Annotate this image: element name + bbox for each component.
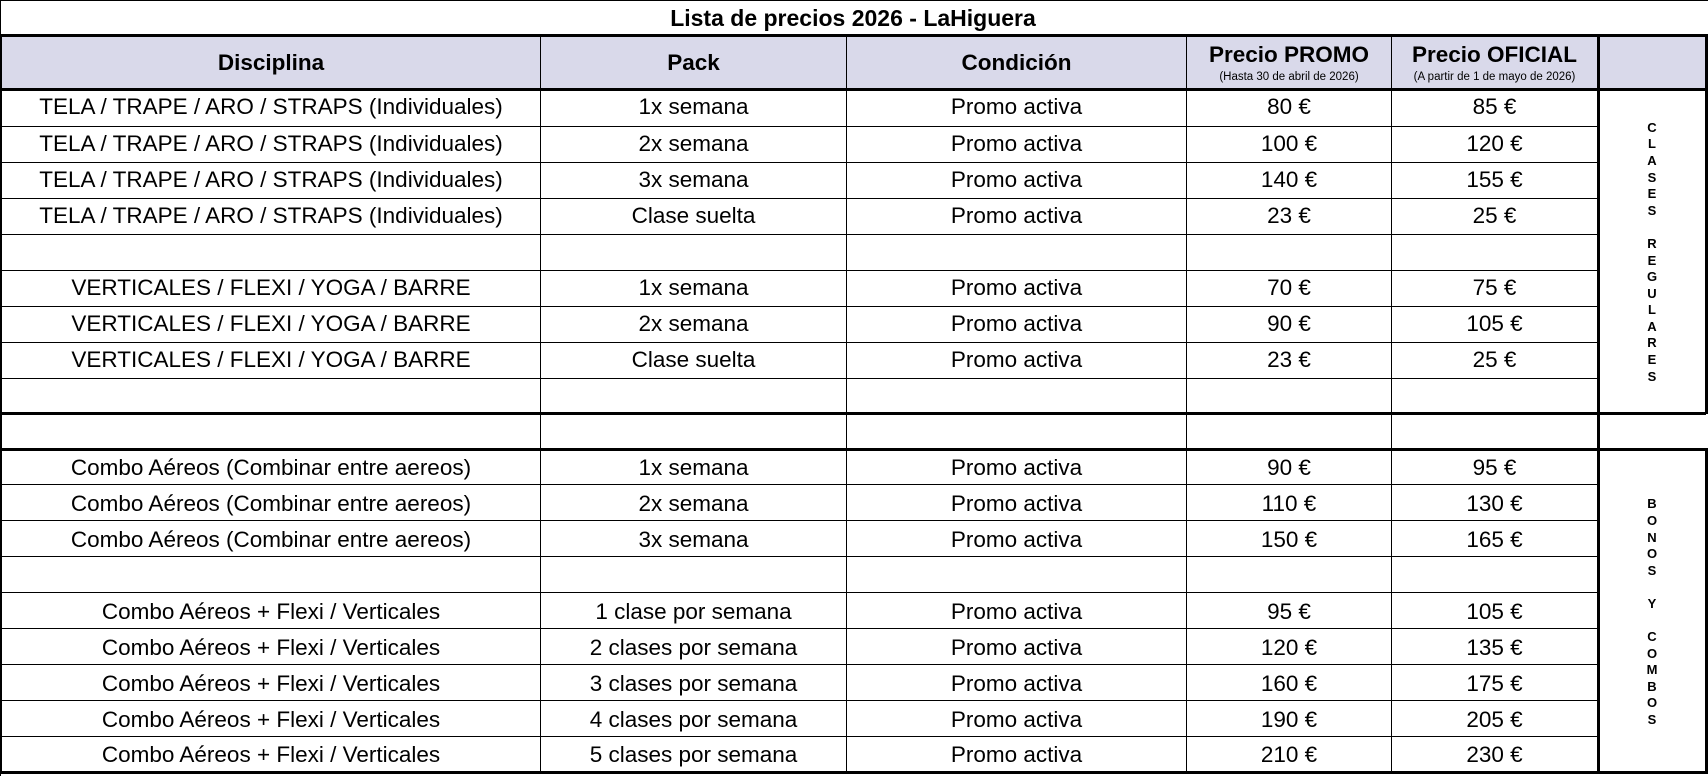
cell-pack <box>541 414 846 450</box>
cell-pack: 3x semana <box>638 167 749 192</box>
grid-line <box>1186 34 1187 774</box>
cell-pack: 2x semana <box>638 311 749 336</box>
grid-line <box>2 628 1598 629</box>
header-pack <box>541 36 846 89</box>
side-letter: C <box>1647 629 1657 645</box>
side-letter: B <box>1647 496 1657 512</box>
grid-line <box>2 306 1598 307</box>
grid-line <box>2 88 1706 91</box>
header-disciplina <box>2 36 540 89</box>
cell-condicion: Promo activa <box>950 635 1083 660</box>
cell-oficial: 165 € <box>1466 527 1523 552</box>
grid-line <box>2 592 1598 593</box>
cell-promo: 23 € <box>1267 203 1311 228</box>
side-letter: B <box>1647 678 1657 694</box>
cell-condicion: Promo activa <box>950 455 1083 480</box>
cell-disciplina <box>2 378 540 414</box>
cell-disciplina: VERTICALES / FLEXI / YOGA / BARRE <box>71 311 471 336</box>
cell-oficial: 230 € <box>1466 741 1523 767</box>
grid-line <box>1 34 2 774</box>
cell-promo: 210 € <box>1260 741 1318 767</box>
cell-promo: 110 € <box>1261 491 1317 516</box>
header-precio-oficial <box>1392 36 1597 89</box>
cell-condicion: Promo activa <box>950 311 1083 336</box>
header-condicion <box>847 36 1186 89</box>
side-letter: S <box>1647 712 1657 728</box>
cell-oficial <box>1392 234 1597 270</box>
grid-line <box>2 771 1706 774</box>
grid-line <box>0 0 1708 1</box>
cell-oficial: 130 € <box>1466 491 1523 516</box>
side-letter: S <box>1647 169 1657 185</box>
cell-oficial: 175 € <box>1466 671 1523 696</box>
header-precio-promo <box>1187 36 1391 89</box>
cell-condicion: Promo activa <box>950 599 1083 624</box>
cell-promo: 70 € <box>1267 275 1311 300</box>
side-letter: A <box>1647 152 1657 168</box>
grid-line <box>2 342 1598 343</box>
grid-line <box>846 34 847 774</box>
side-letter: O <box>1646 695 1658 711</box>
header-precio-promo-label: Precio PROMO <box>1208 41 1370 67</box>
cell-condicion: Promo activa <box>950 491 1083 516</box>
cell-condicion: Promo activa <box>950 741 1083 767</box>
cell-condicion: Promo activa <box>950 671 1083 696</box>
side-letter: O <box>1646 546 1658 562</box>
cell-disciplina: Combo Aéreos + Flexi / Verticales <box>101 707 441 732</box>
grid-line <box>2 664 1598 665</box>
cell-pack: 5 clases por semana <box>589 741 798 767</box>
side-letter: E <box>1647 352 1657 368</box>
grid-line <box>2 448 1706 451</box>
cell-oficial: 85 € <box>1472 94 1517 119</box>
side-letter: E <box>1647 252 1657 268</box>
cell-pack: 2x semana <box>638 131 749 156</box>
grid-line <box>2 34 1706 37</box>
side-letter: Y <box>1647 595 1657 611</box>
grid-line <box>2 126 1598 127</box>
header-precio-oficial-sub: (A partir de 1 de mayo de 2026) <box>1413 70 1576 83</box>
side-letter: S <box>1647 202 1657 218</box>
cell-condicion <box>847 378 1186 414</box>
grid-line <box>2 234 1598 235</box>
cell-disciplina: TELA / TRAPE / ARO / STRAPS (Individuales) <box>39 167 503 192</box>
side-label-bonos-y-combos <box>1599 451 1705 772</box>
cell-condicion <box>847 234 1186 270</box>
cell-pack: 1x semana <box>638 275 749 300</box>
cell-promo: 140 € <box>1260 167 1318 192</box>
cell-oficial: 205 € <box>1466 707 1523 732</box>
cell-oficial: 95 € <box>1472 455 1517 480</box>
side-letter: L <box>1648 136 1656 152</box>
cell-pack: 2 clases por semana <box>589 635 798 660</box>
header-precio-promo-sub: (Hasta 30 de abril de 2026) <box>1219 70 1359 83</box>
side-letter: S <box>1647 562 1657 578</box>
cell-oficial <box>1392 558 1597 594</box>
cell-oficial: 155 € <box>1466 167 1523 192</box>
cell-disciplina: VERTICALES / FLEXI / YOGA / BARRE <box>71 347 471 372</box>
cell-oficial: 105 € <box>1466 599 1523 624</box>
cell-condicion <box>847 558 1186 594</box>
grid-line <box>2 520 1598 521</box>
cell-pack: 3x semana <box>638 527 749 552</box>
cell-promo: 100 € <box>1260 131 1318 156</box>
grid-line <box>2 556 1598 557</box>
cell-condicion: Promo activa <box>950 707 1083 732</box>
cell-promo <box>1187 414 1391 450</box>
cell-oficial: 25 € <box>1472 347 1517 372</box>
cell-promo: 160 € <box>1260 671 1318 696</box>
cell-disciplina: Combo Aéreos + Flexi / Verticales <box>101 599 441 624</box>
cell-disciplina: Combo Aéreos + Flexi / Verticales <box>101 671 441 696</box>
cell-promo <box>1187 378 1391 414</box>
cell-pack <box>541 378 846 414</box>
cell-condicion: Promo activa <box>950 94 1083 119</box>
cell-condicion <box>847 414 1186 450</box>
header-pack-label: Pack <box>667 49 720 75</box>
cell-promo: 23 € <box>1267 347 1311 372</box>
cell-condicion: Promo activa <box>950 203 1083 228</box>
grid-line <box>2 484 1598 485</box>
cell-promo: 120 € <box>1260 635 1318 660</box>
grid-line <box>2 162 1598 163</box>
cell-oficial: 75 € <box>1472 275 1517 300</box>
cell-condicion: Promo activa <box>950 275 1083 300</box>
cell-disciplina: Combo Aéreos (Combinar entre aereos) <box>70 527 472 552</box>
side-letter: L <box>1648 302 1656 318</box>
cell-condicion: Promo activa <box>950 167 1083 192</box>
cell-oficial <box>1392 378 1597 414</box>
cell-pack: 2x semana <box>638 491 749 516</box>
cell-oficial: 25 € <box>1472 203 1517 228</box>
cell-disciplina: Combo Aéreos + Flexi / Verticales <box>101 741 441 767</box>
grid-line <box>2 198 1598 199</box>
cell-promo <box>1187 234 1391 270</box>
side-letter: U <box>1647 285 1657 301</box>
side-letter: R <box>1647 335 1657 351</box>
cell-condicion: Promo activa <box>950 131 1083 156</box>
side-letter: R <box>1647 235 1657 251</box>
cell-promo <box>1187 558 1391 594</box>
cell-condicion: Promo activa <box>950 347 1083 372</box>
grid-line <box>2 736 1598 737</box>
header-precio-oficial-label: Precio OFICIAL <box>1411 41 1578 67</box>
side-letter: E <box>1647 186 1657 202</box>
cell-promo: 90 € <box>1267 455 1311 480</box>
grid-line <box>1391 34 1392 774</box>
side-label-clases-regulares <box>1599 92 1705 411</box>
side-letter: S <box>1647 368 1657 384</box>
cell-condicion: Promo activa <box>950 527 1083 552</box>
cell-pack: 1x semana <box>638 94 749 119</box>
cell-disciplina: Combo Aéreos (Combinar entre aereos) <box>70 455 472 480</box>
page-title: Lista de precios 2026 - LaHiguera <box>670 5 1036 31</box>
cell-promo: 90 € <box>1267 311 1311 336</box>
side-letter: O <box>1646 512 1658 528</box>
grid-line <box>2 378 1598 379</box>
cell-pack <box>541 558 846 594</box>
cell-oficial: 135 € <box>1466 635 1523 660</box>
side-letter: G <box>1646 269 1658 285</box>
cell-promo: 80 € <box>1267 94 1311 119</box>
side-letter: M <box>1646 662 1658 678</box>
cell-pack <box>541 234 846 270</box>
cell-disciplina <box>2 414 540 450</box>
grid-line <box>540 34 541 774</box>
grid-line <box>2 700 1598 701</box>
cell-promo: 190 € <box>1260 707 1318 732</box>
cell-promo: 150 € <box>1260 527 1318 552</box>
side-letter: A <box>1647 318 1657 334</box>
side-letter: O <box>1646 645 1658 661</box>
side-letter: C <box>1647 119 1657 135</box>
cell-pack: Clase suelta <box>631 347 756 372</box>
side-letter: N <box>1647 529 1657 545</box>
cell-pack: 1x semana <box>638 455 749 480</box>
grid-line <box>1597 34 1600 774</box>
header-condicion-label: Condición <box>961 49 1072 75</box>
cell-oficial <box>1392 414 1597 450</box>
cell-promo: 95 € <box>1267 599 1311 624</box>
cell-disciplina <box>2 234 540 270</box>
cell-disciplina: VERTICALES / FLEXI / YOGA / BARRE <box>71 275 471 300</box>
cell-disciplina: TELA / TRAPE / ARO / STRAPS (Individuales) <box>39 203 503 228</box>
grid-line <box>2 412 1706 415</box>
cell-disciplina: TELA / TRAPE / ARO / STRAPS (Individuales) <box>39 94 503 119</box>
cell-pack: 3 clases por semana <box>589 671 798 696</box>
cell-oficial: 120 € <box>1466 131 1523 156</box>
cell-pack: 4 clases por semana <box>589 707 798 732</box>
cell-disciplina: TELA / TRAPE / ARO / STRAPS (Individuales) <box>39 131 503 156</box>
cell-pack: 1 clase por semana <box>595 599 792 624</box>
cell-disciplina: Combo Aéreos + Flexi / Verticales <box>101 635 441 660</box>
grid-line <box>2 270 1598 271</box>
cell-disciplina: Combo Aéreos (Combinar entre aereos) <box>70 491 472 516</box>
cell-disciplina <box>2 558 540 594</box>
cell-oficial: 105 € <box>1466 311 1523 336</box>
header-disciplina-label: Disciplina <box>217 49 325 75</box>
cell-pack: Clase suelta <box>631 203 756 228</box>
